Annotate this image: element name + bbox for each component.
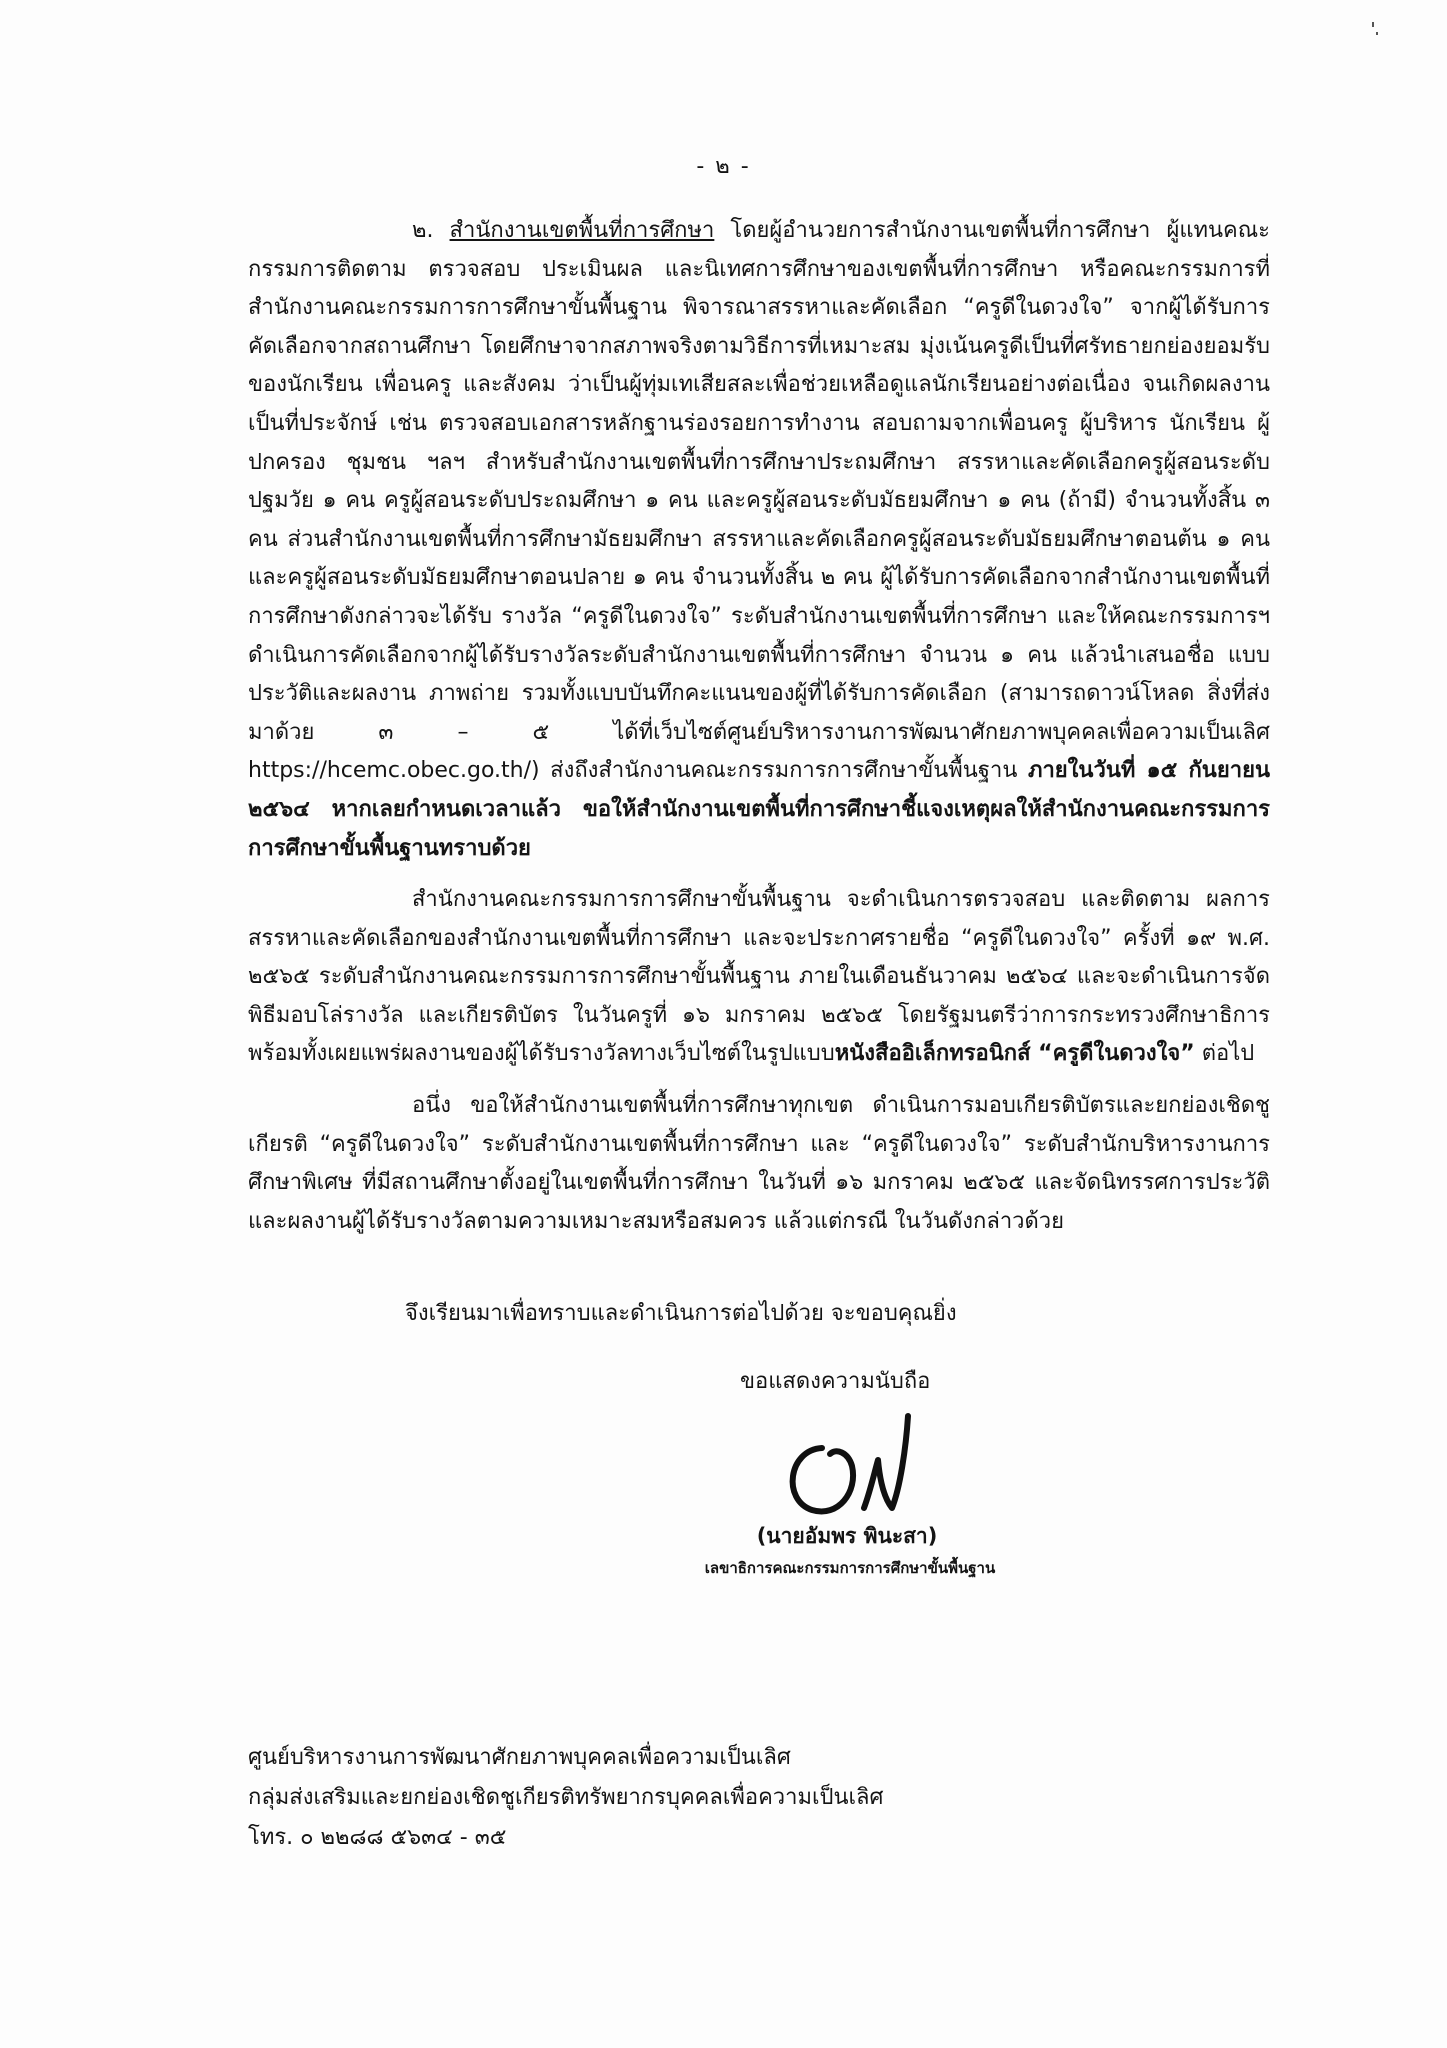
letter-body [248, 212, 1270, 1241]
deadline-text: ภายในวันที่ ๑๕ กันยายน ๒๕๖๔ หากเลยกำหนดเวลาแล้ว ขอให้สำนักงานเขตพื้นที่การศึกษาชี้แจงเหตุผลให้สำนักงานคณะกรรมการการศึกษาขั้นพื้นฐานทราบด้วย [248, 758, 1270, 861]
regards: ขอแสดงความนับถือ [740, 1369, 931, 1394]
paragraph-ceremony [248, 1087, 1270, 1241]
footer-office: ศูนย์บริหารงานการพัฒนาศักยภาพบุคคลเพื่อความเป็นเลิศ [248, 1745, 791, 1770]
paragraph-tail: ต่อไป [1194, 1041, 1255, 1067]
paragraph-text: สำนักงานคณะกรรมการการศึกษาขั้นพื้นฐาน จะดำเนินการตรวจสอบ และติดตาม ผลการสรรหาและคัดเลือกของสำนักงานเขตพื้นที่การศึกษา และจะประกาศรายชื่อ “ครูดีในดวงใจ” ครั้งที่ ๑๙ พ.ศ. ๒๕๖๕ ระดับสำนักงานคณะกรรมการการศึกษาขั้นพื้นฐาน ภายในเดือนธันวาคม ๒๕๖๔ และจะดำเนินการจัดพิธีมอบโล่รางวัล และเกียรติบัตร ในวันครูที่ ๑๖ มกราคม ๒๕๖๕ โดยรัฐมนตรีว่าการกระทรวงศึกษาธิการ พร้อมทั้งเผยแพร่ผลงานของผู้ได้รับรางวัลทางเว็บไซต์ในรูปแบบ [248, 887, 1270, 1067]
page-number: - ๒ - [696, 154, 751, 179]
scan-speck [1376, 32, 1378, 35]
signer-title: เลขาธิการคณะกรรมการการศึกษาขั้นพื้นฐาน [704, 1559, 996, 1577]
handwritten-signature [760, 1408, 980, 1523]
paragraph-text: อนึ่ง ขอให้สำนักงานเขตพื้นที่การศึกษาทุกเขต ดำเนินการมอบเกียรติบัตรและยกย่องเชิดชูเกียรติ “ครูดีในดวงใจ” ระดับสำนักงานเขตพื้นที่การศึกษา และ “ครูดีในดวงใจ” ระดับสำนักบริหารงานการศึกษาพิเศษ ที่มีสถานศึกษาตั้งอยู่ในเขตพื้นที่การศึกษา ในวันที่ ๑๖ มกราคม ๒๕๖๕ และจัดนิทรรศการประวัติและผลงานผู้ได้รับรางวัลตามความเหมาะสมหรือสมควร แล้วแต่กรณี ในวันดังกล่าวด้วย [248, 1093, 1270, 1234]
ebook-title: หนังสืออิเล็กทรอนิกส์ “ครูดีในดวงใจ” [834, 1041, 1195, 1067]
contact-footer [248, 1738, 884, 1858]
footer-phone: โทร. ๐ ๒๒๘๘ ๕๖๓๔ - ๓๕ [248, 1825, 507, 1850]
paragraph-text: โดยผู้อำนวยการสำนักงานเขตพื้นที่การศึกษา ผู้แทนคณะกรรมการติดตาม ตรวจสอบ ประเมินผล และนิเทศการศึกษาของเขตพื้นที่การศึกษา หรือคณะกรรมการที่สำนักงานคณะกรรมการการศึกษาขั้นพื้นฐาน พิจารณาสรรหาและคัดเลือก “ครูดีในดวงใจ” จากผู้ได้รับการคัดเลือกจากสถานศึกษา โดยศึกษาจากสภาพจริงตามวิธีการที่เหมาะสม มุ่งเน้นครูดีเป็นที่ศรัทธายกย่องยอมรับของนักเรียน เพื่อนครู และสังคม ว่าเป็นผู้ทุ่มเทเสียสละเพื่อช่วยเหลือดูแลนักเรียนอย่างต่อเนื่อง จนเกิดผลงานเป็นที่ประจักษ์ เช่น ตรวจสอบเอกสารหลักฐานร่องรอยการทำงาน สอบถามจากเพื่อนครู ผู้บริหาร นักเรียน ผู้ปกครอง ชุมชน ฯลฯ สำหรับสำนักงานเขตพื้นที่การศึกษาประถมศึกษา สรรหาและคัดเลือกครูผู้สอนระดับปฐมวัย ๑ คน ครูผู้สอนระดับประถมศึกษา ๑ คน และครูผู้สอนระดับมัธยมศึกษา ๑ คน (ถ้ามี) จำนวนทั้งสิ้น ๓ คน ส่วนสำนักงานเขตพื้นที่การศึกษามัธยมศึกษา สรรหาและคัดเลือกครูผู้สอนระดับมัธยมศึกษาตอนต้น ๑ คน และครูผู้สอนระดับมัธยมศึกษาตอนปลาย ๑ คน จำนวนทั้งสิ้น ๒ คน ผู้ได้รับการคัดเลือกจากสำนักงานเขตพื้นที่การศึกษาดังกล่าวจะได้รับ รางวัล “ครูดีในดวงใจ” ระดับสำนักงานเขตพื้นที่การศึกษา และให้คณะกรรมการฯ ดำเนินการคัดเลือกจากผู้ได้รับรางวัลระดับสำนักงานเขตพื้นที่การศึกษา จำนวน ๑ คน แล้วนำเสนอชื่อ แบบประวัติและผลงาน ภาพถ่าย รวมทั้งแบบบันทึกคะแนนของผู้ที่ได้รับการคัดเลือก (สามารถดาวน์โหลด สิ่งที่ส่งมาด้วย ๓ – ๕ ได้ที่เว็บไซต์ศูนย์บริหารงานการพัฒนาศักยภาพบุคคลเพื่อความเป็นเลิศ https://hcemc.obec.go.th/) ส่งถึงสำนักงานคณะกรรมการการศึกษาขั้นพื้นฐาน [248, 218, 1270, 784]
signer-name: (นายอัมพร พินะสา) [756, 1524, 938, 1548]
section-heading: สำนักงานเขตพื้นที่การศึกษา [449, 218, 715, 243]
paragraph-district-office [248, 212, 1270, 868]
paragraph-announcement [248, 881, 1270, 1074]
footer-group: กลุ่มส่งเสริมและยกย่องเชิดชูเกียรติทรัพยากรบุคคลเพื่อความเป็นเลิศ [248, 1785, 884, 1810]
item-number: ๒. [412, 218, 450, 243]
closing-sentence: จึงเรียนมาเพื่อทราบและดำเนินการต่อไปด้วย จะขอบคุณยิ่ง [405, 1301, 957, 1326]
scan-speck [1372, 22, 1374, 27]
